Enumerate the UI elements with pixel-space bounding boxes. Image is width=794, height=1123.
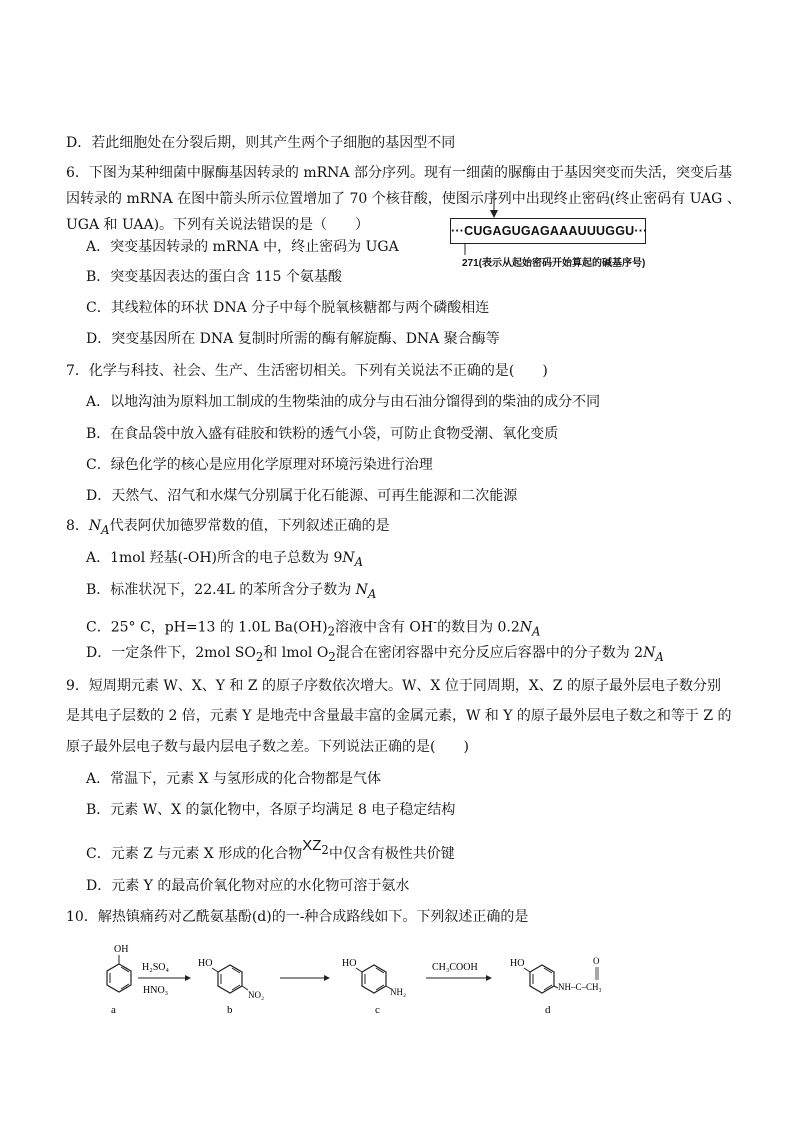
synthesis-route-diagram xyxy=(90,940,700,1022)
q8-stem: 8．$N_A$代表阿伏加德罗常数的值，下列叙述正确的是 xyxy=(66,518,390,537)
q9-option-a: A．常温下，元素 X 与氢形成的化合物都是气体 xyxy=(86,771,381,787)
svg-text:H₂SO₄: H₂SO₄ xyxy=(142,962,169,973)
mrna-sequence-box: ···CUGAGUGAGAAAUUUGGU··· xyxy=(450,218,646,244)
svg-text:HO: HO xyxy=(198,958,213,969)
molecule-c-aminophenol xyxy=(342,958,406,1016)
mrna-arrow-icon xyxy=(488,190,500,220)
q6-stem-line1: 6．下图为某种细菌中脲酶基因转录的 mRNA 部分序列。现有一细菌的脲酶由于基因突变而失活，突变后基 xyxy=(66,165,732,181)
svg-text:d: d xyxy=(545,1004,551,1016)
q9-option-c: C．元素 Z 与元素 X 形成的化合物$XZ_2$中仅含有极性共价键 xyxy=(86,837,455,862)
svg-text:O: O xyxy=(593,956,600,966)
svg-text:CH₃COOH: CH₃COOH xyxy=(432,962,478,973)
q9-stem-line2: 是其电子层数的 2 倍，元素 Y 是地壳中含量最丰富的金属元素，W 和 Y 的原子最外层电子数之和等于 Z 的 xyxy=(66,708,732,724)
q7-option-d: D．天然气、沼气和水煤气分别属于化石能源、可再生能源和二次能源 xyxy=(86,488,518,504)
q6-stem-line3: UGA 和 UAA)。下列有关说法错误的是（ ） xyxy=(66,217,370,233)
q9-option-d: D．元素 Y 的最高价氧化物对应的水化物可溶于氨水 xyxy=(86,878,410,894)
q9-stem-line3: 原子最外层电子数与最内层电子数之差。下列说法正确的是( ) xyxy=(66,739,469,755)
q8-option-a: A．1mol 羟基(-OH)所含的电子总数为 $9N_A$ xyxy=(86,550,364,569)
q6-option-c: C．其线粒体的环状 DNA 分子中每个脱氧核糖都与两个磷酸相连 xyxy=(86,300,490,316)
q9-stem-line1: 9．短周期元素 W、X、Y 和 Z 的原子序数依次增大。W、X 位于同周期，X、Z 的原子最外层电子数分别 xyxy=(66,678,721,694)
q6-option-b: B．突变基因表达的蛋白含 115 个氨基酸 xyxy=(86,269,342,285)
q9-option-b: B．元素 W、X 的氯化物中，各原子均满足 8 电子稳定结构 xyxy=(86,802,456,818)
mrna-position-note: 271(表示从起始密码开始算起的碱基序号) xyxy=(462,258,646,269)
q7-option-a: A．以地沟油为原料加工制成的生物柴油的成分与由石油分馏得到的柴油的成分不同 xyxy=(86,394,601,410)
q5-option-d: D．若此细胞处在分裂后期，则其产生两个子细胞的基因型不同 xyxy=(66,135,456,151)
reaction-arrow-3 xyxy=(426,962,492,981)
q6-option-a: A．突变基因转录的 mRNA 中，终止密码为 UGA xyxy=(86,239,399,255)
reaction-arrow-1 xyxy=(138,962,191,996)
svg-text:NH₂: NH₂ xyxy=(390,987,407,997)
q8-option-d: D．一定条件下，2mol $SO_2$和 lmol $O_2$混合在密闭容器中充分反应后容器中的分子数为 $2N_A$ xyxy=(86,645,664,664)
q8-option-c: C．25° C，pH=13 的 1.0L $Ba(OH)_2$溶液中含有 OH-的数目为 $0.2N_A$ xyxy=(86,615,541,639)
svg-text:a: a xyxy=(111,1004,116,1016)
svg-text:NO₂: NO₂ xyxy=(248,990,265,1000)
svg-text:b: b xyxy=(227,1004,233,1016)
q7-stem: 7．化学与科技、社会、生产、生活密切相关。下列有关说法不正确的是( ) xyxy=(66,363,548,379)
svg-text:HNO₃: HNO₃ xyxy=(143,985,169,996)
svg-text:c: c xyxy=(375,1004,380,1016)
q6-option-d: D．突变基因所在 DNA 复制时所需的酶有解旋酶、DNA 聚合酶等 xyxy=(86,331,500,347)
reaction-arrow-2 xyxy=(280,975,330,981)
molecule-b-nitrophenol xyxy=(198,958,264,1016)
svg-text:HO: HO xyxy=(510,958,525,969)
svg-text:HO: HO xyxy=(342,958,357,969)
q6-stem-line2: 因转录的 mRNA 在图中箭头所示位置增加了 70 个核苷酸，使图示序列中出现终止密码(终止密码有 UAG 、 xyxy=(66,191,741,207)
q10-stem: 10．解热镇痛药对乙酰氨基酚(d)的一-种合成路线如下。下列叙述正确的是 xyxy=(66,909,529,925)
q8-option-b: B．标准状况下，22.4L 的苯所含分子数为 $N_A$ xyxy=(86,582,377,601)
svg-text:OH: OH xyxy=(114,944,129,955)
molecule-d-paracetamol xyxy=(510,956,602,1016)
q7-option-b: B．在食品袋中放入盛有硅胶和铁粉的透气小袋，可防止食物受潮、氧化变质 xyxy=(86,426,559,442)
svg-text:NH–C–CH₃: NH–C–CH₃ xyxy=(558,982,602,992)
molecule-a-phenol xyxy=(107,944,131,1016)
q7-option-c: C．绿色化学的核心是应用化学原理对环境污染进行治理 xyxy=(86,457,433,473)
